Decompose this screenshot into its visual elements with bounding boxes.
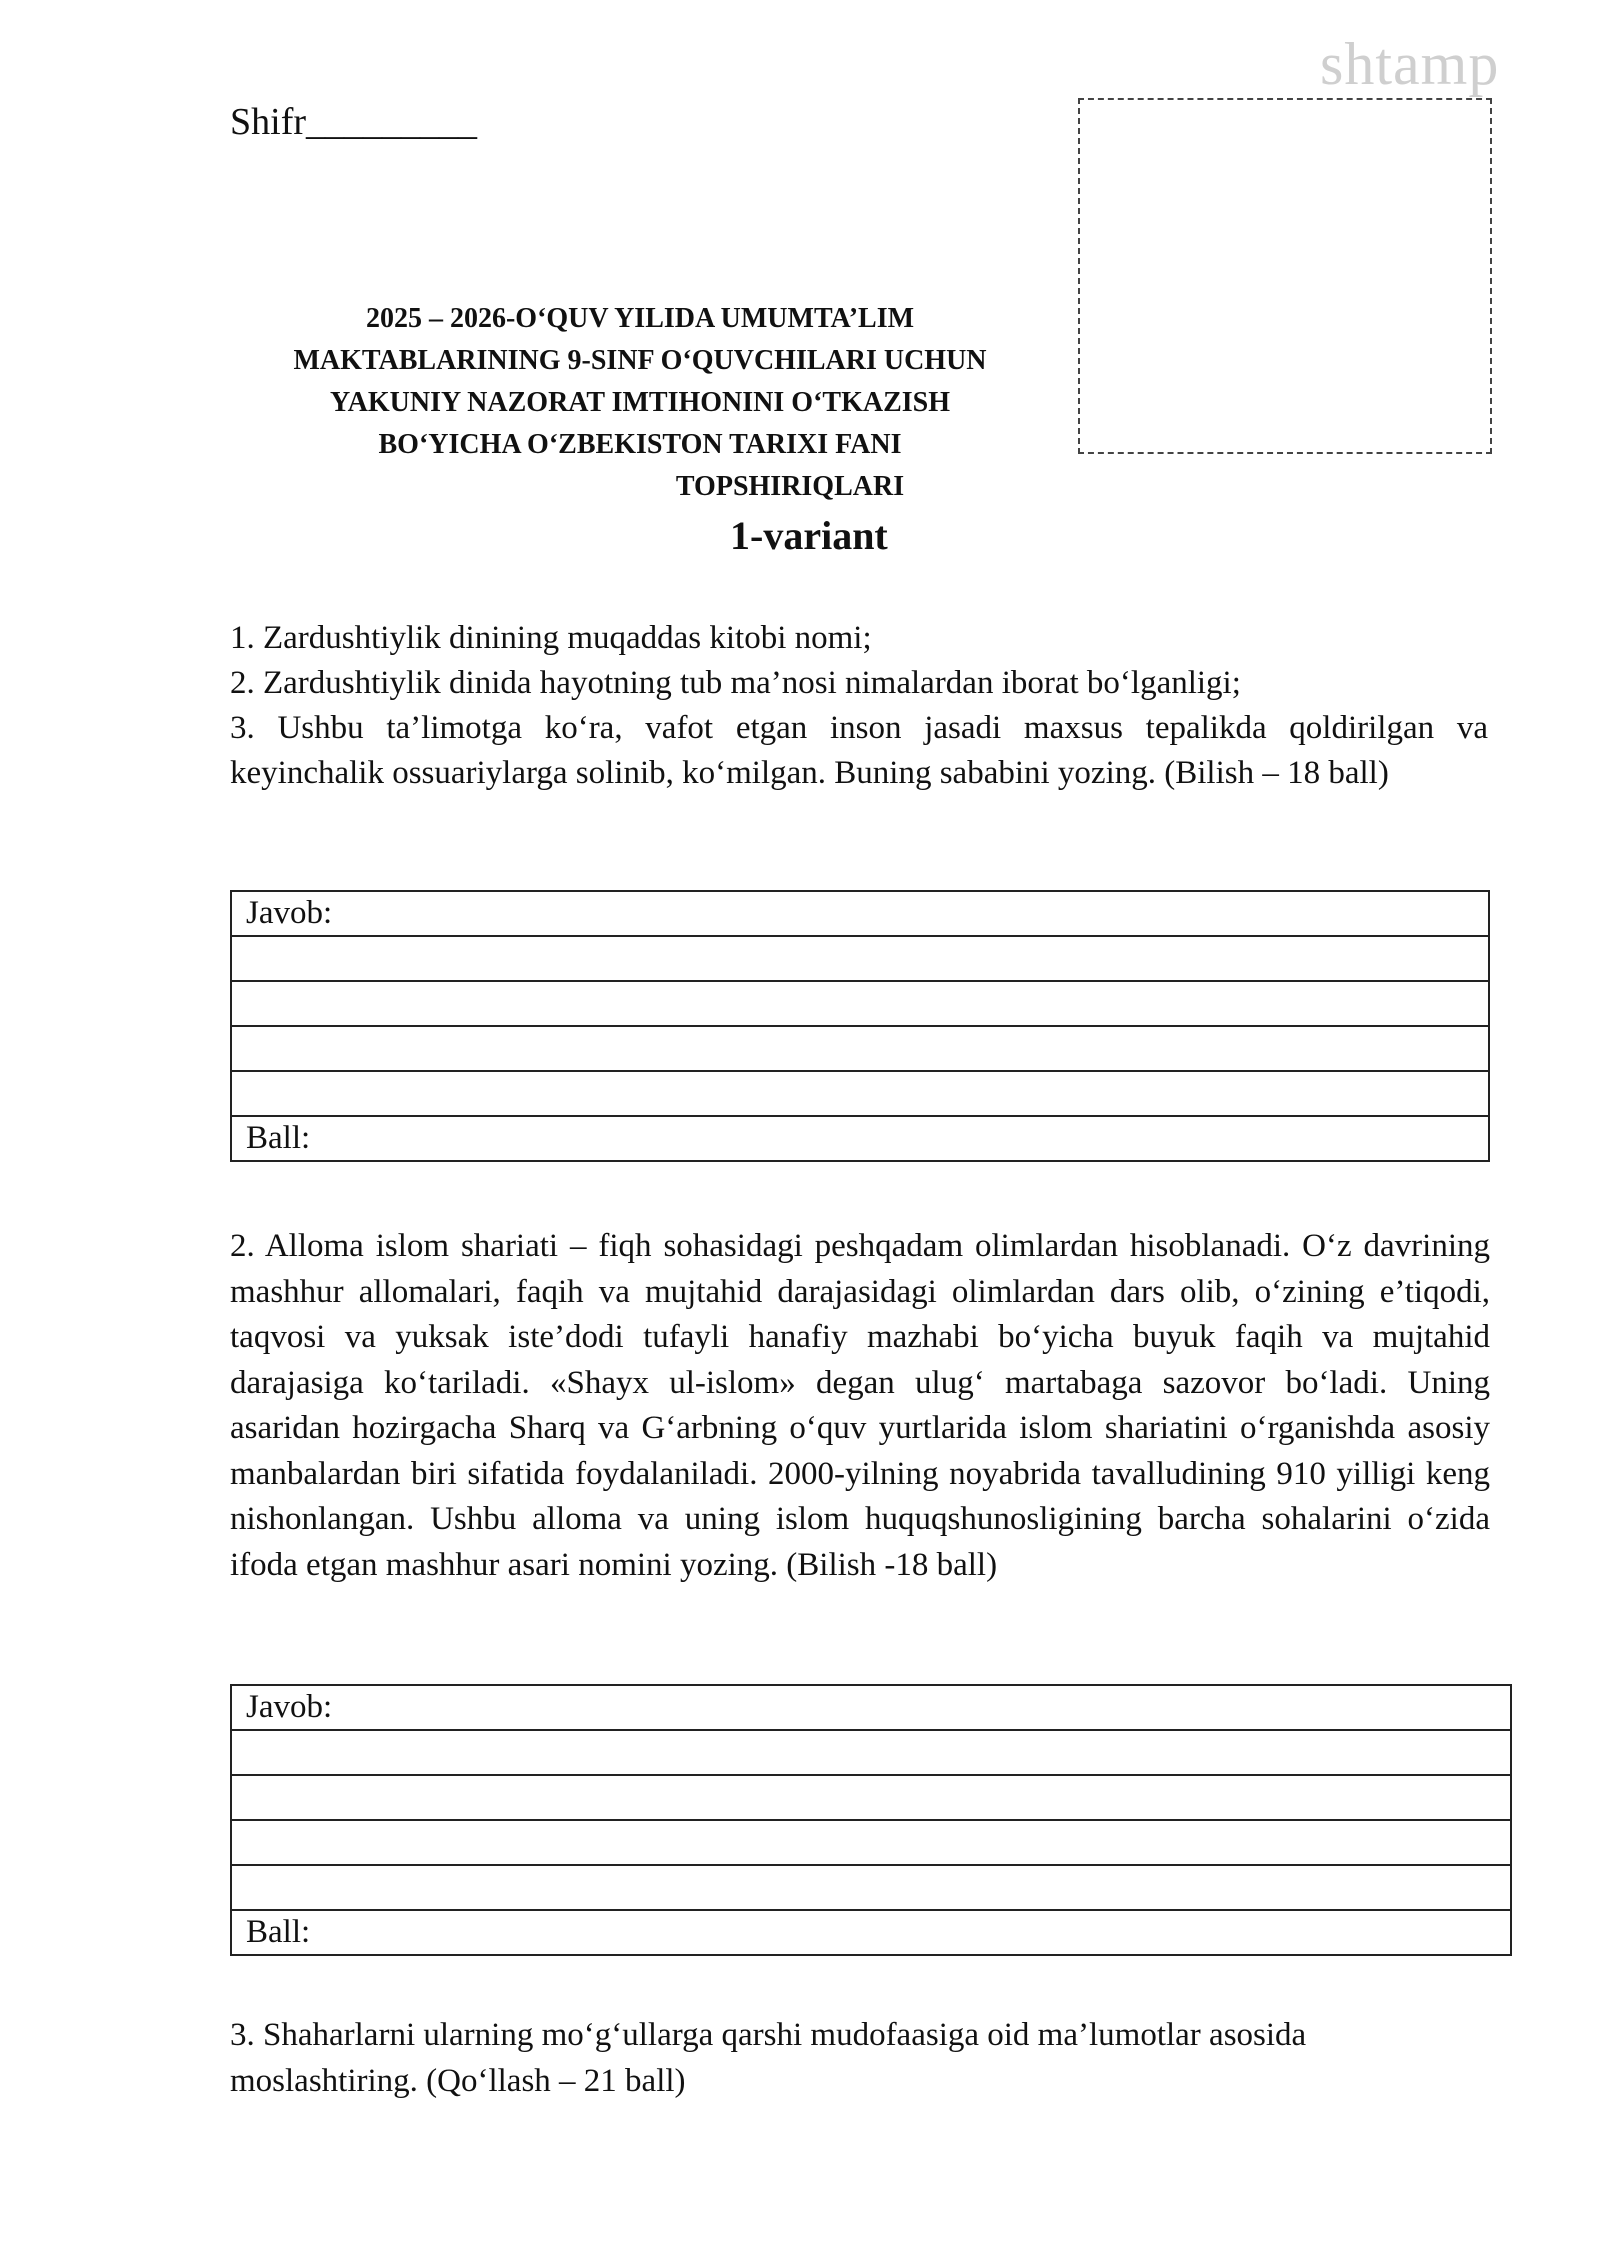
title-line: YAKUNIY NAZORAT IMTIHONINI O‘TKAZISH (330, 387, 950, 418)
question-3-text: 3. Shaharlarni ularning mo‘g‘ullarga qarshi mudofaasiga oid ma’lumotlar asosida moslashtiring. (Qo‘llash – 21 ball) (230, 2017, 1307, 2099)
stamp-box (1078, 98, 1492, 454)
answer-line[interactable] (231, 1820, 1511, 1865)
answer-table-2 (230, 1684, 1512, 1956)
answer-line[interactable] (231, 1026, 1489, 1071)
question-1-item: 1. Zardushtiylik dinining muqaddas kitobi nomi; (230, 620, 872, 656)
answer-line[interactable] (231, 1865, 1511, 1910)
title-line: TOPSHIRIQLARI (675, 471, 905, 502)
question-1-item: 2. Zardushtiylik dinida hayotning tub ma’nosi nimalardan iborat bo‘lganligi; (230, 665, 1241, 701)
title-line: BO‘YICHA O‘ZBEKISTON TARIXI FANI (378, 429, 902, 460)
title-line: MAKTABLARINING 9-SINF O‘QUVCHILARI UCHUN (293, 345, 987, 376)
score-label[interactable]: Ball: (231, 1116, 1489, 1161)
title-line: 2025 – 2026-O‘QUV YILIDA UMUMTA’LIM (365, 303, 915, 334)
answer-line[interactable] (231, 1071, 1489, 1116)
question-2 (230, 1224, 1490, 1588)
answer-line[interactable] (231, 981, 1489, 1026)
question-2-text: 2. Alloma islom shariati – fiqh sohasidagi peshqadam olimlardan hisoblanadi. O‘z davrining mashhur allomalari, faqih va mujtahid darajasidagi olimlardan dars olib, o‘zining e’tiqodi, taqvosi va yuksak iste’dodi tufayli hanafiy mazhabi bo‘yicha buyuk faqih va mujtahid darajasiga ko‘tariladi. «Shayx ul-islom» degan ulug‘ martabaga sazovor bo‘ladi. Uning asaridan hozirgacha Sharq va G‘arbning o‘quv yurtlarida islom shariatini o‘rganishda asosiy manbalardan biri sifatida foydalaniladi. 2000-yilning noyabrida tavalludining 910 yilligi keng nishonlangan. Ushbu alloma va uning islom huquqshunosligining barcha sohalarini o‘zida ifoda etgan mashhur asari nomini yozing. (Bilish -18 ball) (230, 1228, 1490, 1583)
question-1 (230, 616, 1488, 796)
answer-line[interactable] (231, 1730, 1511, 1775)
score-label[interactable]: Ball: (231, 1910, 1511, 1955)
question-3 (230, 2012, 1490, 2104)
question-1-item: 3. Ushbu ta’limotga ko‘ra, vafot etgan inson jasadi maxsus tepalikda qoldirilgan va keyinchalik ossuariylarga solinib, ko‘milgan. Buning sababini yozing. (Bilish – 18 ball) (230, 710, 1488, 791)
answer-label[interactable]: Javob: (231, 1685, 1511, 1730)
variant-label: 1-variant (730, 513, 888, 558)
answer-line[interactable] (231, 1775, 1511, 1820)
answer-table-1 (230, 890, 1490, 1162)
shifr-field[interactable]: Shifr_________ (230, 101, 477, 143)
answer-line[interactable] (231, 936, 1489, 981)
watermark: shtamp (1320, 31, 1500, 97)
document-title (230, 298, 1050, 508)
answer-label[interactable]: Javob: (231, 891, 1489, 936)
